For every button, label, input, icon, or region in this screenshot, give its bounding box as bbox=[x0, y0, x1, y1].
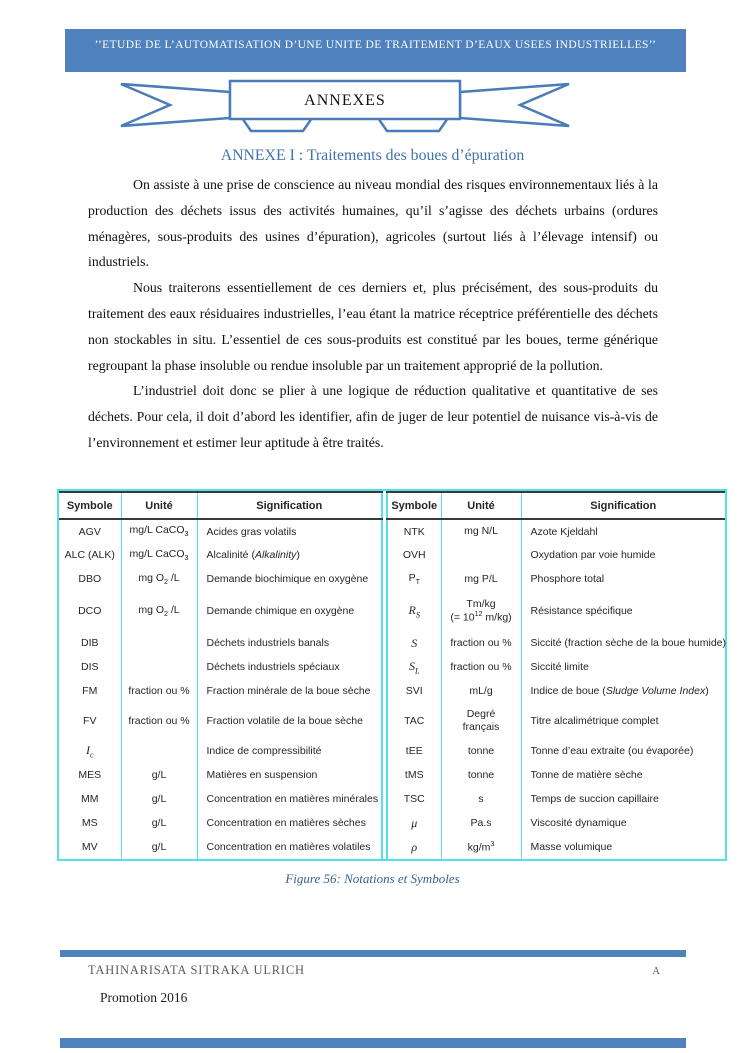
column-header: Signification bbox=[197, 492, 382, 519]
page-header-title: ’’ETUDE DE L’AUTOMATISATION D’UNE UNITE DE TRAITEMENT D’EAUX USEES INDUSTRIELLES’’ bbox=[94, 38, 657, 51]
page-number: A bbox=[652, 966, 660, 977]
ribbon-label: ANNEXES bbox=[304, 92, 386, 109]
cell-sym: tMS bbox=[387, 763, 441, 787]
cell-unit: mg $O_2$ /L bbox=[121, 591, 197, 631]
table-row bbox=[387, 787, 725, 811]
symbols-table-left bbox=[59, 491, 383, 859]
cell-sig: Phosphore total bbox=[530, 573, 605, 585]
section-title: ANNEXE I : Traitements des boues d’épuration bbox=[220, 147, 525, 164]
cell-sym: $P_T$ bbox=[387, 567, 441, 591]
footer-line bbox=[88, 963, 660, 978]
paragraph-3: L’industriel doit donc se plier à une logique de réduction qualitative et quantitative de ses déchets. Pour cela, il doit d’abord les identifier, afin de juger de leur potentiel de nuisance vis-à-vis de l’environnement et estimer leur aptitude à être traités. bbox=[88, 383, 658, 450]
cell-unit: Degré français bbox=[441, 703, 521, 739]
cell-unit: mg N/L bbox=[441, 519, 521, 543]
table-row bbox=[387, 763, 725, 787]
cell-sym: OVH bbox=[387, 543, 441, 567]
cell-unit: tonne bbox=[441, 739, 521, 763]
cell-sym: TSC bbox=[387, 787, 441, 811]
body-text bbox=[88, 172, 658, 456]
table-row bbox=[387, 739, 725, 763]
table-row bbox=[387, 703, 725, 739]
cell-sym: DIB bbox=[59, 631, 121, 655]
table-header-row bbox=[59, 492, 382, 519]
table-row bbox=[387, 655, 725, 679]
cell-sym: FM bbox=[59, 679, 121, 703]
cell-unit: tonne bbox=[441, 763, 521, 787]
cell-sig: Déchets industriels banals bbox=[206, 637, 330, 649]
cell-sig: Indice de compressibilité bbox=[206, 745, 322, 757]
cell-unit: $kg/m^3$ bbox=[441, 835, 521, 859]
column-header: Unité bbox=[121, 492, 197, 519]
cell-sig: Azote Kjeldahl bbox=[530, 525, 598, 538]
table-row bbox=[59, 811, 382, 835]
cell-sig: Tonne de matière sèche bbox=[530, 769, 643, 781]
cell-unit: g/L bbox=[121, 763, 197, 787]
table-row bbox=[59, 835, 382, 859]
footer-divider-bar bbox=[60, 950, 686, 957]
cell-sig: Temps de succion capillaire bbox=[530, 793, 659, 805]
cell-sym: $R_S$ bbox=[387, 591, 441, 631]
table-row bbox=[387, 835, 725, 859]
cell-unit: mg/L CaCO$_3$ bbox=[121, 519, 197, 543]
footer-author: TAHINARISATA SITRAKA ULRICH bbox=[88, 963, 305, 977]
cell-sym: AGV bbox=[59, 519, 121, 543]
cell-sym: MS bbox=[59, 811, 121, 835]
cell-sym: SVI bbox=[387, 679, 441, 703]
cell-unit: mg/L CaCO$_3$ bbox=[121, 543, 197, 567]
footer-promotion: Promotion 2016 bbox=[100, 990, 188, 1005]
cell-sig: Siccité (fraction sèche de la boue humide) bbox=[530, 637, 727, 649]
page-header-banner bbox=[65, 29, 686, 72]
cell-sig: Demande biochimique en oxygène bbox=[206, 573, 369, 585]
cell-unit: Pa.s bbox=[441, 811, 521, 835]
cell-sig: Concentration en matières volatiles bbox=[206, 841, 371, 853]
table-row bbox=[59, 591, 382, 631]
cell-sig: Déchets industriels spéciaux bbox=[206, 661, 340, 673]
cell-sig: Acides gras volatils bbox=[206, 525, 297, 538]
cell-sym: MES bbox=[59, 763, 121, 787]
table-row bbox=[59, 739, 382, 763]
ribbon-left-tail-icon bbox=[121, 84, 230, 126]
cell-sig: Alcalinité (Alkalinity) bbox=[206, 549, 300, 561]
table-row bbox=[59, 543, 382, 567]
annexes-ribbon bbox=[113, 78, 577, 138]
cell-sym: μ bbox=[387, 811, 441, 835]
cell-sym: S bbox=[387, 631, 441, 655]
cell-sym: tEE bbox=[387, 739, 441, 763]
figure-caption: Figure 56: Notations et Symboles bbox=[285, 871, 460, 886]
cell-unit: g/L bbox=[121, 811, 197, 835]
cell-unit bbox=[441, 543, 521, 567]
cell-unit bbox=[121, 631, 197, 655]
cell-sig: Indice de boue (Sludge Volume Index) bbox=[530, 685, 709, 697]
symbols-table-right bbox=[386, 491, 725, 859]
table-header-row bbox=[387, 492, 725, 519]
cell-unit bbox=[121, 655, 197, 679]
cell-unit: Tm/kg (= $10^{12}$ m/kg) bbox=[441, 591, 521, 631]
column-header: Unité bbox=[441, 492, 521, 519]
cell-unit: fraction ou % bbox=[441, 655, 521, 679]
table-row bbox=[59, 703, 382, 739]
cell-sym: ρ bbox=[387, 835, 441, 859]
cell-sig: Titre alcalimétrique complet bbox=[530, 715, 659, 727]
cell-unit: mg P/L bbox=[441, 567, 521, 591]
table-row bbox=[59, 763, 382, 787]
cell-sig: Concentration en matières sèches bbox=[206, 817, 366, 829]
table-row bbox=[59, 567, 382, 591]
cell-sym: NTK bbox=[387, 519, 441, 543]
cell-unit: fraction ou % bbox=[121, 703, 197, 739]
table-row bbox=[387, 543, 725, 567]
cell-sym: TAC bbox=[387, 703, 441, 739]
cell-sig: Siccité limite bbox=[530, 661, 589, 673]
cell-sig: Viscosité dynamique bbox=[530, 817, 627, 829]
cell-unit: g/L bbox=[121, 787, 197, 811]
table-row bbox=[59, 631, 382, 655]
cell-unit: mL/g bbox=[441, 679, 521, 703]
cell-sym: DBO bbox=[59, 567, 121, 591]
table-row bbox=[59, 679, 382, 703]
cell-unit: fraction ou % bbox=[441, 631, 521, 655]
cell-sig: Masse volumique bbox=[530, 841, 613, 853]
cell-sym: FV bbox=[59, 703, 121, 739]
table-row bbox=[59, 519, 382, 543]
table-row bbox=[387, 679, 725, 703]
table-row bbox=[387, 631, 725, 655]
table-row bbox=[387, 519, 725, 543]
paragraph-1: On assiste à une prise de conscience au niveau mondial des risques environnementaux liés à la production des déchets issus des activités humaines, qu’il s’agisse des déchets urbains (ordures ménagères, sous-produits des usines d’épuration), agricoles (surtout liés à l’élevage intensif) ou industriels. bbox=[88, 177, 658, 270]
cell-sig: Résistance spécifique bbox=[530, 605, 633, 617]
cell-sig: Matières en suspension bbox=[206, 769, 318, 781]
table-row bbox=[387, 591, 725, 631]
table-row bbox=[59, 787, 382, 811]
bottom-bar bbox=[60, 1038, 686, 1048]
table-row bbox=[59, 655, 382, 679]
cell-sym: DCO bbox=[59, 591, 121, 631]
cell-unit: mg $O_2$ /L bbox=[121, 567, 197, 591]
cell-sym: $I_c$ bbox=[59, 739, 121, 763]
cell-sig: Tonne d’eau extraite (ou évaporée) bbox=[530, 745, 694, 757]
cell-unit: fraction ou % bbox=[121, 679, 197, 703]
cell-sym: $S_L$ bbox=[387, 655, 441, 679]
ribbon-right-tail-icon bbox=[460, 84, 569, 126]
cell-sig: Fraction volatile de la boue sèche bbox=[206, 715, 363, 727]
table-row bbox=[387, 811, 725, 835]
column-header: Symbole bbox=[59, 492, 121, 519]
cell-unit: g/L bbox=[121, 835, 197, 859]
cell-unit bbox=[121, 739, 197, 763]
cell-sig: Demande chimique en oxygène bbox=[206, 605, 355, 617]
table-row bbox=[387, 567, 725, 591]
notations-table bbox=[57, 489, 727, 861]
cell-sig: Fraction minérale de la boue sèche bbox=[206, 685, 371, 697]
paragraph-2: Nous traiterons essentiellement de ces derniers et, plus précisément, des sous-produits du traitement des eaux résiduaires industrielles, l’eau étant la matrice réceptrice préférentielle des déchets non stockables in situ. L’essentiel de ces sous-produits est constitué par les boues, terme générique regroupant la phase insoluble ou rendue insoluble par un traitement approprié de la pollution. bbox=[88, 280, 658, 373]
cell-unit: s bbox=[441, 787, 521, 811]
cell-sym: ALC (ALK) bbox=[59, 543, 121, 567]
cell-sig: Concentration en matières minérales bbox=[206, 793, 379, 805]
column-header: Symbole bbox=[387, 492, 441, 519]
column-header: Signification bbox=[521, 492, 725, 519]
cell-sym: MV bbox=[59, 835, 121, 859]
cell-sig: Oxydation par voie humide bbox=[530, 549, 656, 561]
cell-sym: MM bbox=[59, 787, 121, 811]
cell-sym: DIS bbox=[59, 655, 121, 679]
